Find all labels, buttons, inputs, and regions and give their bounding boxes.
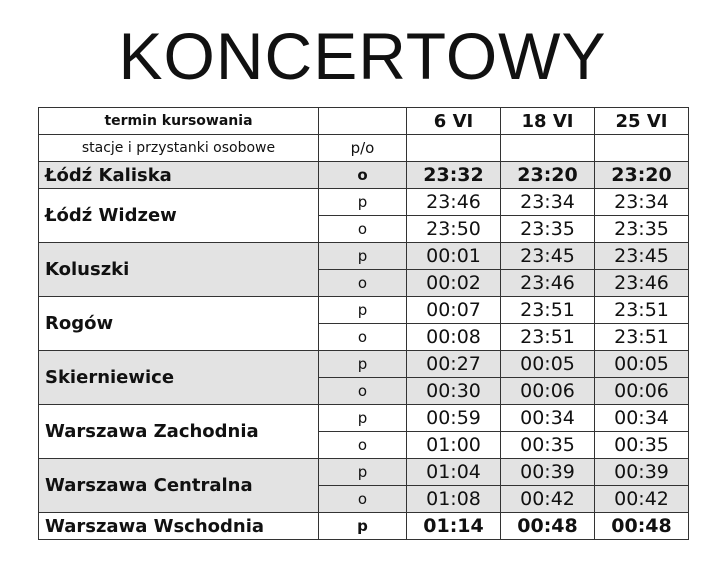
- timetable-body: [39, 108, 689, 540]
- subheader-blank-cell: [501, 135, 595, 162]
- station-name: Koluszki: [39, 243, 319, 297]
- time-cell: 00:30: [407, 378, 501, 405]
- station-row: [39, 459, 689, 486]
- station-row: [39, 162, 689, 189]
- subheader-row: [39, 135, 689, 162]
- page-title: KONCERTOWY: [118, 19, 607, 93]
- time-cell: 23:45: [501, 243, 595, 270]
- time-cell: 00:42: [595, 486, 689, 513]
- arrival-departure-marker: p: [319, 243, 407, 270]
- date-header: 6 VI: [407, 108, 501, 135]
- time-cell: 23:35: [595, 216, 689, 243]
- time-cell: 23:46: [501, 270, 595, 297]
- header-row: [39, 108, 689, 135]
- time-cell: 23:51: [501, 297, 595, 324]
- time-cell: 23:35: [501, 216, 595, 243]
- time-cell: 00:34: [501, 405, 595, 432]
- time-cell: 23:51: [595, 324, 689, 351]
- time-cell: 23:20: [595, 162, 689, 189]
- time-cell: 23:34: [595, 189, 689, 216]
- arrival-departure-marker: o: [319, 486, 407, 513]
- header-blank-cell: [319, 108, 407, 135]
- station-name: Skierniewice: [39, 351, 319, 405]
- time-cell: 00:35: [595, 432, 689, 459]
- time-cell: 00:27: [407, 351, 501, 378]
- time-cell: 23:46: [595, 270, 689, 297]
- arrival-departure-marker: o: [319, 378, 407, 405]
- station-name: Łódź Kaliska: [39, 162, 319, 189]
- station-row: [39, 243, 689, 270]
- stations-label: stacje i przystanki osobowe: [39, 135, 319, 162]
- station-row: [39, 513, 689, 540]
- arrival-departure-marker: o: [319, 324, 407, 351]
- arrival-departure-marker: o: [319, 270, 407, 297]
- arrival-departure-marker: p: [319, 351, 407, 378]
- time-cell: 01:14: [407, 513, 501, 540]
- time-cell: 00:06: [501, 378, 595, 405]
- time-cell: 23:50: [407, 216, 501, 243]
- station-name: Łódź Widzew: [39, 189, 319, 243]
- station-row: [39, 405, 689, 432]
- time-cell: 00:34: [595, 405, 689, 432]
- time-cell: 00:06: [595, 378, 689, 405]
- time-cell: 23:34: [501, 189, 595, 216]
- time-cell: 23:51: [501, 324, 595, 351]
- time-cell: 00:02: [407, 270, 501, 297]
- date-header: 18 VI: [501, 108, 595, 135]
- time-cell: 23:45: [595, 243, 689, 270]
- arrival-departure-marker: p: [319, 513, 407, 540]
- station-name: Rogów: [39, 297, 319, 351]
- arrival-departure-marker: p: [319, 189, 407, 216]
- time-cell: 01:00: [407, 432, 501, 459]
- time-cell: 00:42: [501, 486, 595, 513]
- time-cell: 00:05: [501, 351, 595, 378]
- station-name: Warszawa Wschodnia: [39, 513, 319, 540]
- time-cell: 00:01: [407, 243, 501, 270]
- time-cell: 23:51: [595, 297, 689, 324]
- arrival-departure-marker: o: [319, 432, 407, 459]
- subheader-blank-cell: [595, 135, 689, 162]
- time-cell: 23:32: [407, 162, 501, 189]
- timetable: [38, 107, 689, 540]
- time-cell: 01:04: [407, 459, 501, 486]
- time-cell: 00:59: [407, 405, 501, 432]
- station-row: [39, 351, 689, 378]
- station-name: Warszawa Zachodnia: [39, 405, 319, 459]
- date-header: 25 VI: [595, 108, 689, 135]
- time-cell: 00:39: [501, 459, 595, 486]
- station-row: [39, 189, 689, 216]
- arrival-departure-marker: o: [319, 216, 407, 243]
- time-cell: 00:39: [595, 459, 689, 486]
- arrival-departure-marker: p: [319, 297, 407, 324]
- po-label: p/o: [319, 135, 407, 162]
- time-cell: 23:20: [501, 162, 595, 189]
- time-cell: 00:05: [595, 351, 689, 378]
- arrival-departure-marker: o: [319, 162, 407, 189]
- time-cell: 00:35: [501, 432, 595, 459]
- termin-label: termin kursowania: [39, 108, 319, 135]
- time-cell: 00:08: [407, 324, 501, 351]
- time-cell: 00:48: [595, 513, 689, 540]
- subheader-blank-cell: [407, 135, 501, 162]
- time-cell: 00:48: [501, 513, 595, 540]
- station-name: Warszawa Centralna: [39, 459, 319, 513]
- time-cell: 23:46: [407, 189, 501, 216]
- time-cell: 00:07: [407, 297, 501, 324]
- station-row: [39, 297, 689, 324]
- arrival-departure-marker: p: [319, 405, 407, 432]
- time-cell: 01:08: [407, 486, 501, 513]
- arrival-departure-marker: p: [319, 459, 407, 486]
